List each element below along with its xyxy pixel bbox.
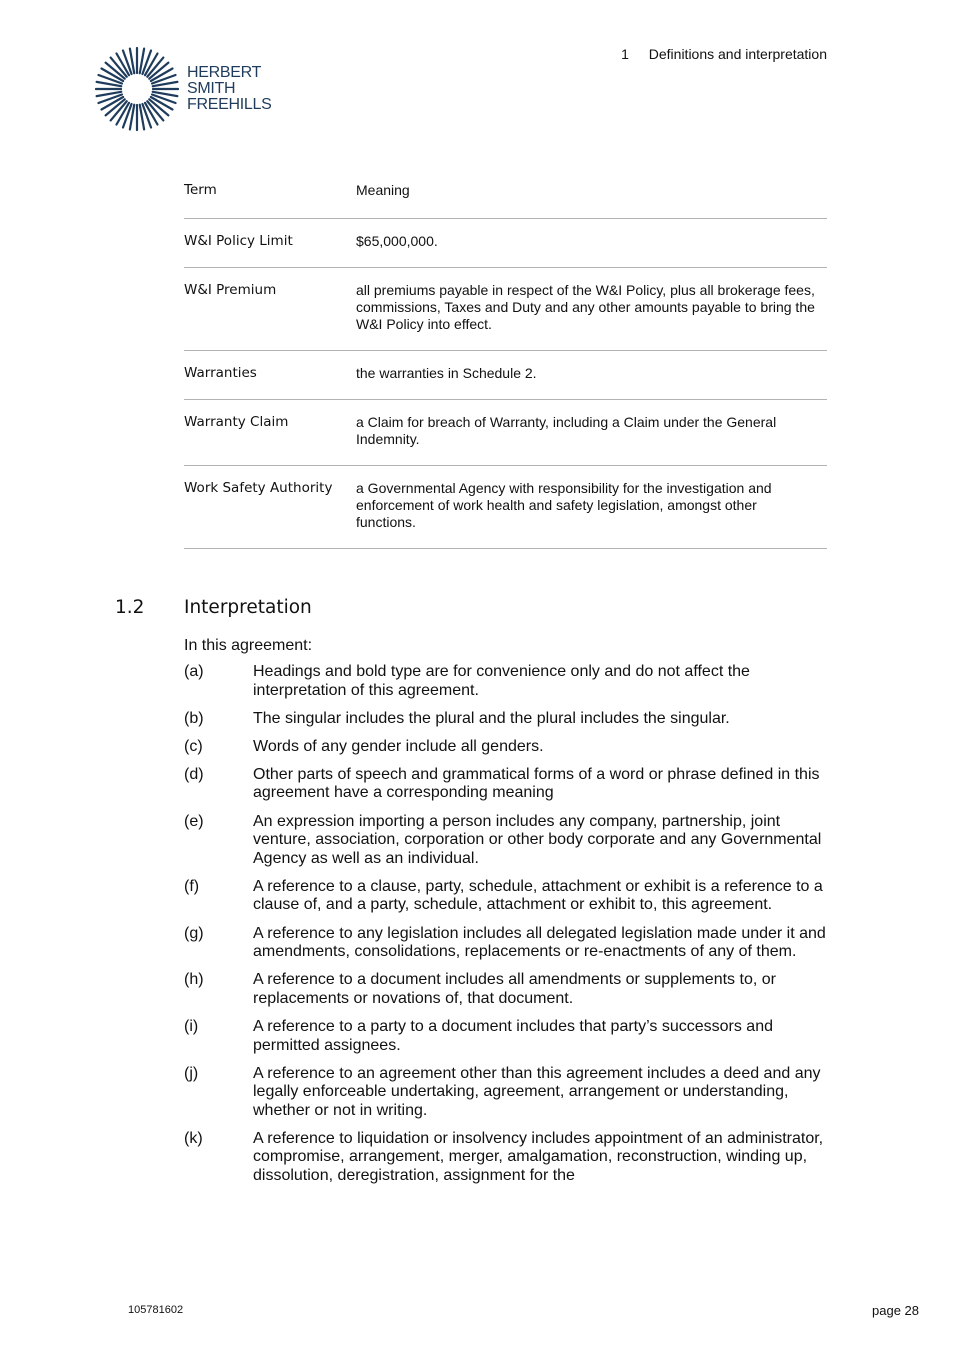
clause-item <box>184 1130 827 1186</box>
clause-text: A reference to a party to a document includes that party’s successors and permitted assignees. <box>253 1017 773 1054</box>
definition-term: Work Safety Authority <box>184 480 333 496</box>
column-header-meaning: Meaning <box>356 182 410 198</box>
definition-term: W&I Policy Limit <box>184 233 293 249</box>
clause-text: An expression importing a person includes any company, partnership, joint venture, association, corporation or other body corporate and any Governmental Agency as well as an individual. <box>253 812 822 867</box>
clause-label: (b) <box>184 709 204 727</box>
clause-list <box>184 663 827 1186</box>
clause-item <box>184 738 827 757</box>
clause-label: (j) <box>184 1064 199 1082</box>
clause-item <box>184 663 827 700</box>
logo-wordmark <box>187 65 271 113</box>
document-id: 105781602 <box>128 1304 184 1316</box>
definition-row <box>184 219 827 268</box>
clause-label: (i) <box>184 1017 199 1035</box>
section-heading <box>115 596 827 620</box>
definition-row <box>184 351 827 400</box>
section-intro: In this agreement: <box>184 637 313 654</box>
firm-logo <box>95 45 275 135</box>
definition-row <box>184 400 827 466</box>
clause-item <box>184 878 827 915</box>
definition-meaning: a Governmental Agency with responsibility for the investigation and enforcement of work health and safety legislation, amongst other functions. <box>356 480 772 530</box>
clause-text: A reference to any legislation includes all delegated legislation made under it and amendments, consolidations, replacements or re-enactments of any of them. <box>253 924 826 961</box>
definitions-header-row <box>184 168 827 219</box>
definitions-table <box>184 168 827 549</box>
clause-label: (a) <box>184 663 204 680</box>
clause-item <box>184 925 827 962</box>
clause-item <box>184 971 827 1008</box>
clause-text: Words of any gender include all genders. <box>253 737 544 755</box>
definition-row <box>184 466 827 549</box>
running-header <box>621 46 827 62</box>
interpretation-section <box>115 596 827 1195</box>
clause-text: A reference to a document includes all amendments or supplements to, or replacements or novations of, that document. <box>253 971 776 1007</box>
clause-item <box>184 710 827 729</box>
logo-line: FREEHILLS <box>187 96 272 113</box>
page-number: page 28 <box>872 1303 919 1318</box>
clause-text: Other parts of speech and grammatical forms of a word or phrase defined in this agreement have a corresponding meaning <box>253 765 820 802</box>
clause-item <box>184 1018 827 1055</box>
definition-term: Warranties <box>184 365 257 381</box>
clause-text: A reference to an agreement other than this agreement includes a deed and any legally enforceable undertaking, agreement, arrangement or understanding, whether or not in writing. <box>253 1064 821 1119</box>
clause-text: A reference to liquidation or insolvency includes appointment of an administrator, compromise, arrangement, merger, amalgamation, reconstruction, winding up, dissolution, deregistration, assignment for the <box>253 1129 824 1185</box>
definition-meaning: a Claim for breach of Warranty, including a Claim under the General Indemnity. <box>356 414 777 447</box>
clause-label: (f) <box>184 877 200 895</box>
sunburst-logo-icon <box>95 45 179 133</box>
definition-meaning: all premiums payable in respect of the W&I Policy, plus all brokerage fees, commissions, Taxes and Duty and any other amounts payable to bring the W&I Policy into effect. <box>356 282 815 332</box>
definition-meaning: $65,000,000. <box>356 233 438 249</box>
clause-item <box>184 813 827 869</box>
clause-label: (e) <box>184 812 204 830</box>
clause-text: The singular includes the plural and the plural includes the singular. <box>253 709 730 727</box>
header-section-number: 1 <box>621 46 629 62</box>
clause-label: (k) <box>184 1129 203 1147</box>
clause-label: (g) <box>184 924 204 942</box>
logo-line: HERBERT <box>187 64 262 81</box>
definition-term: Warranty Claim <box>184 414 289 430</box>
section-title: Interpretation <box>184 597 312 618</box>
clause-item <box>184 766 827 803</box>
logo-line: SMITH <box>187 80 236 97</box>
clause-text: A reference to a clause, party, schedule, attachment or exhibit is a reference to a clause of, and a party, schedule, attachment or exhibit to, this agreement. <box>253 877 823 914</box>
clause-item <box>184 1065 827 1121</box>
clause-label: (d) <box>184 765 204 783</box>
column-header-term: Term <box>184 182 217 198</box>
definition-meaning: the warranties in Schedule 2. <box>356 365 537 381</box>
definition-term: W&I Premium <box>184 282 277 298</box>
clause-text: Headings and bold type are for convenience only and do not affect the interpretation of this agreement. <box>253 663 750 699</box>
header-section-title: Definitions and interpretation <box>648 46 827 62</box>
section-number: 1.2 <box>115 597 145 618</box>
clause-label: (h) <box>184 971 204 989</box>
definition-row <box>184 268 827 351</box>
clause-label: (c) <box>184 737 203 755</box>
